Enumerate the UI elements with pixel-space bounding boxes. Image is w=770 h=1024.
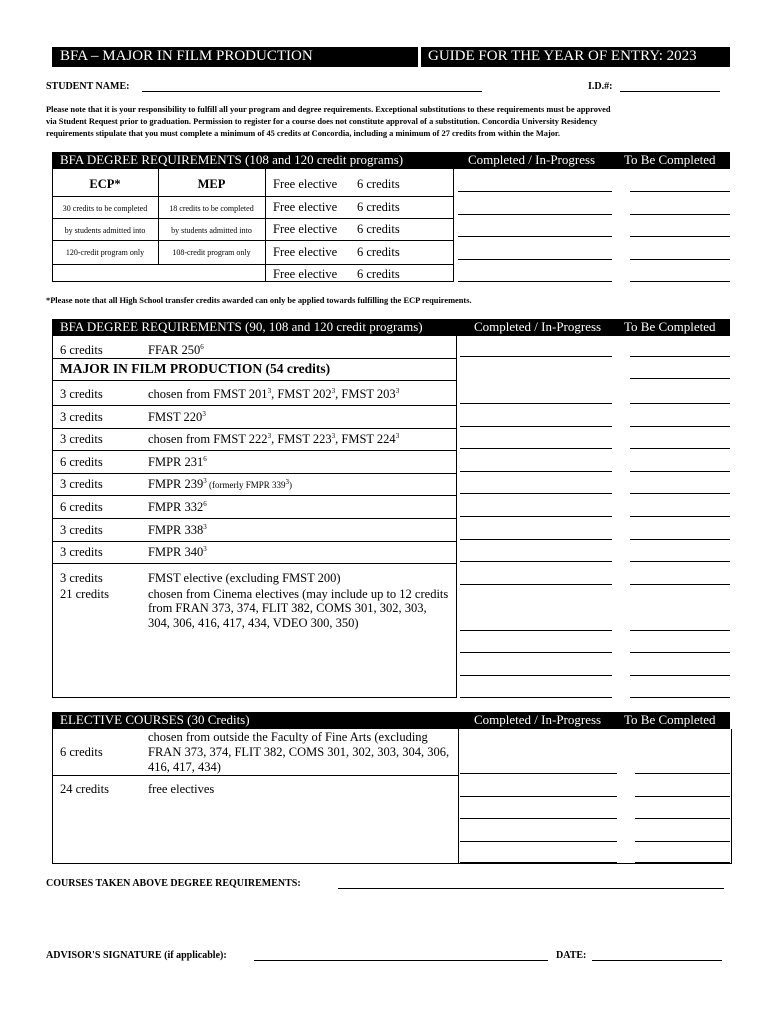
row-divider	[52, 541, 457, 542]
program-title: BFA – MAJOR IN FILM PRODUCTION	[60, 48, 313, 64]
ffar-completed-field[interactable]	[460, 356, 612, 357]
entry-year-title: GUIDE FOR THE YEAR OF ENTRY: 2023	[428, 48, 697, 64]
course-credits: 3 credits	[60, 409, 103, 424]
major-tobe-field[interactable]	[630, 378, 730, 379]
course-completed-field[interactable]	[460, 539, 612, 540]
student-id-field[interactable]	[620, 91, 720, 92]
s3-completed-field[interactable]	[460, 841, 617, 842]
cinema-completed-field[interactable]	[460, 675, 612, 676]
student-name-field[interactable]	[142, 91, 482, 92]
credit-superscript: 3	[203, 477, 207, 486]
course-code: FMPR 239	[148, 477, 204, 492]
credit-superscript: 3	[395, 432, 400, 441]
course-credits: 3 credits	[60, 545, 103, 560]
ecp-line-3: 120-credit program only	[65, 248, 145, 257]
courses-above-label: COURSES TAKEN ABOVE DEGREE REQUIREMENTS:	[46, 878, 301, 889]
section3-title: ELECTIVE COURSES (30 Credits)	[60, 712, 250, 727]
advisor-signature-field[interactable]	[254, 960, 548, 961]
course-credits: 3 credits	[60, 477, 103, 492]
notice-paragraph	[46, 104, 730, 140]
s2-major-divider	[52, 358, 457, 359]
course-completed-field[interactable]	[460, 426, 612, 427]
cinema-line-2: from FRAN 373, 374, FLIT 382, COMS 301, 302, 303,	[148, 601, 427, 615]
s1-tobe-field[interactable]	[630, 214, 730, 215]
section2-col-tobe: To Be Completed	[624, 319, 716, 334]
course-code: , FMST 203	[335, 387, 396, 401]
section3-col-completed: Completed / In-Progress	[474, 712, 602, 727]
course-credits: 6 credits	[60, 500, 103, 514]
advisor-signature-label: ADVISOR'S SIGNATURE (if applicable):	[46, 950, 227, 961]
elective-label: Free elective	[273, 245, 338, 259]
s1-tobe-field[interactable]	[630, 191, 730, 192]
notice-line-3b: Concordia, including a minimum of 27 credits from within the Major.	[311, 129, 560, 138]
course-code: FMPR 340	[148, 545, 204, 560]
notice-at: at	[303, 129, 310, 138]
credit-superscript: 6	[203, 499, 207, 508]
s3-row2-credits: 24 credits	[60, 782, 109, 796]
s1-tobe-field[interactable]	[630, 236, 730, 237]
course-completed-field[interactable]	[460, 448, 612, 449]
s3-row2-text: free electives	[148, 782, 215, 796]
course-tobe-field[interactable]	[630, 516, 730, 517]
course-tobe-field[interactable]	[630, 403, 730, 404]
course-tobe-field[interactable]	[630, 426, 730, 427]
s3-completed-field[interactable]	[460, 773, 617, 774]
course-text	[148, 387, 399, 402]
course-code: , FMST 223	[271, 432, 332, 447]
mep-line-2: by students admitted into	[171, 226, 252, 235]
notice-line-3	[46, 128, 730, 140]
credit-superscript: 6	[203, 454, 207, 463]
course-note	[207, 480, 292, 490]
courses-above-field[interactable]	[338, 888, 724, 889]
row-divider	[52, 495, 457, 496]
s3-row1-line-1: chosen from outside the Faculty of Fine Arts (excluding	[148, 730, 428, 744]
credit-superscript: 3	[267, 432, 272, 441]
cinema-tobe-field[interactable]	[630, 675, 730, 676]
header-divider	[418, 47, 421, 67]
s1-completed-field[interactable]	[458, 191, 612, 192]
s1-completed-field[interactable]	[458, 236, 612, 237]
cinema-tobe-field[interactable]	[630, 584, 730, 585]
elective-label: Free elective	[273, 200, 338, 214]
course-text	[148, 455, 207, 470]
s1-vline-2	[265, 169, 266, 282]
s1-hline-2	[52, 218, 454, 219]
fmst-elective-text: FMST elective (excluding FMST 200)	[148, 571, 341, 585]
course-code: , FMST 224	[335, 432, 396, 447]
course-code: FMPR 231	[148, 454, 204, 469]
section2-col-completed: Completed / In-Progress	[474, 319, 602, 334]
s3-vline	[458, 729, 459, 864]
s1-completed-field[interactable]	[458, 214, 612, 215]
course-text	[148, 432, 399, 447]
notice-line-3a: requirements stipulate that you must complete a minimum of 45 credits	[46, 129, 301, 138]
course-credits: 3 credits	[60, 432, 103, 447]
s3-completed-field[interactable]	[460, 862, 617, 863]
section1-col-tobe: To Be Completed	[624, 152, 716, 167]
course-completed-field[interactable]	[460, 493, 612, 494]
section1-title: BFA DEGREE REQUIREMENTS (108 and 120 credit programs)	[60, 152, 404, 167]
course-tobe-field[interactable]	[630, 493, 730, 494]
ecp-title: ECP*	[89, 177, 121, 191]
course-tobe-field[interactable]	[630, 539, 730, 540]
row-divider	[52, 563, 457, 564]
s3-tobe-field[interactable]	[635, 818, 730, 819]
course-completed-field[interactable]	[460, 516, 612, 517]
ffar-tobe-field[interactable]	[630, 356, 730, 357]
cinema-tobe-field[interactable]	[630, 697, 730, 698]
student-id-label: I.D.#:	[588, 81, 613, 92]
course-completed-field[interactable]	[460, 471, 612, 472]
section2-title: BFA DEGREE REQUIREMENTS (90, 108 and 120 credit programs)	[60, 319, 423, 334]
course-credits: 6 credits	[60, 454, 103, 469]
row-divider	[52, 518, 457, 519]
course-text	[148, 477, 292, 492]
elective-credits: 6 credits	[357, 245, 400, 259]
ffar-credits: 6 credits	[60, 343, 103, 357]
s3-completed-field[interactable]	[460, 796, 617, 797]
course-code: FMPR 338	[148, 522, 204, 537]
ecp-footnote: *Please note that all High School transfer credits awarded can only be applied towards fulfilling the ECP requirements.	[46, 296, 472, 305]
cinema-completed-field[interactable]	[460, 697, 612, 698]
cinema-completed-field[interactable]	[460, 652, 612, 653]
mep-line-1: 18 credits to be completed	[169, 204, 254, 213]
cinema-tobe-field[interactable]	[630, 630, 730, 631]
course-credits: 3 credits	[60, 522, 103, 537]
mep-title: MEP	[197, 177, 226, 191]
s3-tobe-field[interactable]	[635, 773, 730, 774]
course-code: FMPR 332	[148, 500, 204, 514]
cinema-line-1: chosen from Cinema electives (may include up to 12 credits	[148, 587, 449, 601]
s1-tobe-field[interactable]	[630, 281, 730, 282]
course-tobe-field[interactable]	[630, 561, 730, 562]
s3-hline	[52, 775, 458, 776]
s1-completed-field[interactable]	[458, 259, 612, 260]
course-completed-field[interactable]	[460, 561, 612, 562]
credit-superscript: 3	[331, 386, 336, 395]
elective-credits: 6 credits	[357, 200, 400, 214]
ffar-course	[148, 343, 204, 358]
credit-superscript: 3	[267, 386, 272, 395]
course-code: , FMST 202	[271, 387, 332, 401]
course-tobe-field[interactable]	[630, 448, 730, 449]
fmst-elective-credits: 3 credits	[60, 571, 103, 585]
ffar-sup: 6	[200, 342, 204, 351]
notice-line-1: Please note that it is your responsibility to fulfill all your program and degree requirements. Exceptional substitutions to these requirements must be approved	[46, 105, 611, 114]
row-divider	[52, 450, 457, 451]
section1-col-completed: Completed / In-Progress	[468, 152, 596, 167]
elective-label: Free elective	[273, 267, 338, 281]
student-name-label: STUDENT NAME:	[46, 81, 130, 92]
course-code: FMST 220	[148, 409, 203, 424]
credit-superscript: 3	[202, 409, 206, 418]
cinema-completed-field[interactable]	[460, 584, 612, 585]
course-text	[148, 545, 207, 560]
course-text	[148, 523, 207, 538]
mep-line-3: 108-credit program only	[172, 248, 251, 257]
cinema-credits: 21 credits	[60, 587, 109, 601]
course-note-end: )	[288, 480, 292, 491]
credit-superscript: 3	[331, 432, 336, 441]
credit-superscript: 3	[203, 522, 207, 531]
elective-credits: 6 credits	[357, 222, 400, 236]
s3-row1-line-2: FRAN 373, 374, FLIT 382, COMS 301, 302, 303, 304, 306,	[148, 745, 450, 759]
s3-tobe-field[interactable]	[635, 796, 730, 797]
ffar-course-code: FFAR 250	[148, 343, 201, 357]
cinema-tobe-field[interactable]	[630, 652, 730, 653]
ecp-line-2: by students admitted into	[64, 226, 146, 235]
s3-row1-line-3: 416, 417, 434)	[148, 760, 221, 774]
row-divider	[52, 473, 457, 474]
s1-hline-4	[52, 264, 454, 265]
elective-label: Free elective	[273, 177, 338, 191]
elective-credits: 6 credits	[357, 177, 400, 191]
course-tobe-field[interactable]	[630, 471, 730, 472]
date-field[interactable]	[592, 960, 722, 961]
row-divider	[52, 405, 457, 406]
course-text	[148, 410, 206, 425]
s1-hline-3	[52, 240, 454, 241]
notice-line-2: via Student Request prior to graduation. Permission to register for a course does not constitute approval of a substitution. Concordia University Residency	[46, 117, 598, 126]
credit-superscript: 3	[395, 386, 400, 395]
s3-tobe-field[interactable]	[635, 862, 730, 863]
s2-major-bottom	[52, 380, 457, 381]
s1-completed-field[interactable]	[458, 281, 612, 282]
credit-superscript: 3	[203, 545, 207, 554]
elective-label: Free elective	[273, 222, 338, 236]
cinema-line-3: 304, 306, 416, 417, 434, VDEO 300, 350)	[148, 616, 359, 630]
course-completed-field[interactable]	[460, 403, 612, 404]
s1-hline-1	[52, 196, 454, 197]
course-note-text: (formerly FMPR 339	[208, 480, 286, 491]
course-credits: 3 credits	[60, 387, 103, 401]
major-title: MAJOR IN FILM PRODUCTION (54 credits)	[60, 361, 331, 376]
s3-tobe-field[interactable]	[635, 841, 730, 842]
course-code: chosen from FMST 201	[148, 387, 268, 401]
section3-col-tobe: To Be Completed	[624, 712, 716, 727]
elective-credits: 6 credits	[357, 267, 400, 281]
cinema-completed-field[interactable]	[460, 630, 612, 631]
s3-row1-credits: 6 credits	[60, 745, 103, 759]
s1-tobe-field[interactable]	[630, 259, 730, 260]
course-text	[148, 500, 207, 515]
row-divider	[52, 428, 457, 429]
date-label: DATE:	[556, 950, 587, 961]
course-code: chosen from FMST 222	[148, 432, 268, 447]
ecp-line-1: 30 credits to be completed	[62, 204, 148, 213]
credit-superscript: 3	[285, 478, 289, 487]
s3-completed-field[interactable]	[460, 818, 617, 819]
